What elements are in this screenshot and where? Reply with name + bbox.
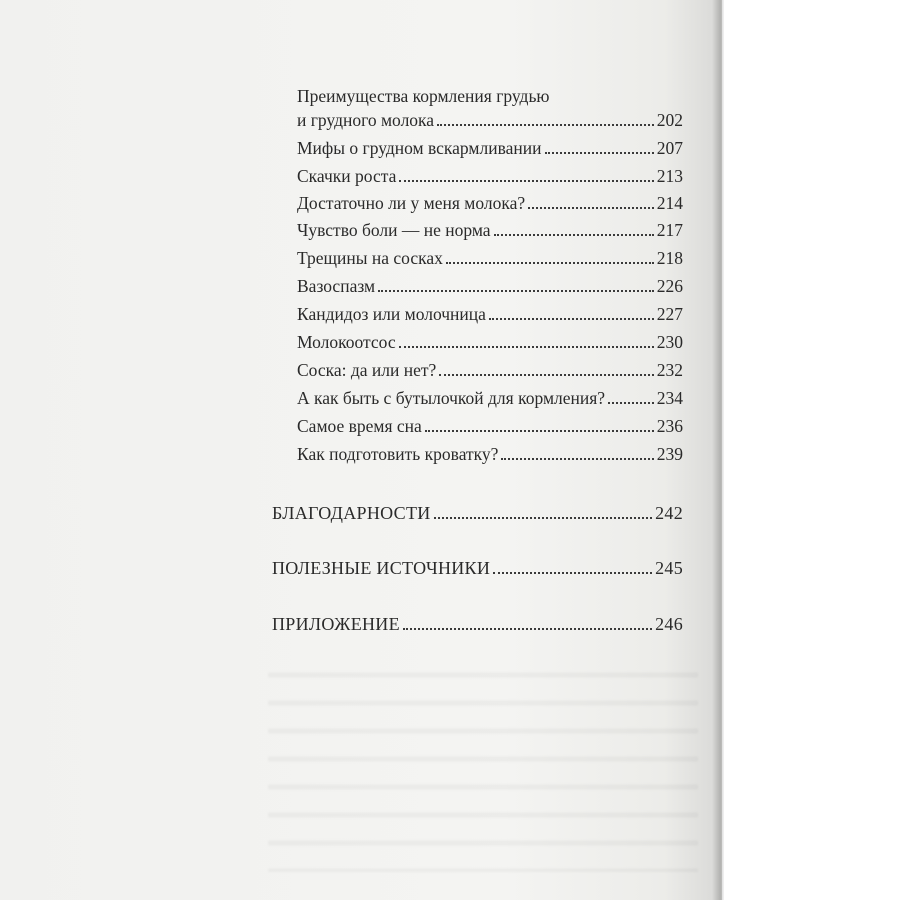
toc-entry [297,166,683,187]
toc-entry [297,304,683,325]
toc-section-page: 246 [655,614,683,634]
toc-entry-page: 230 [656,332,683,352]
toc-entry-title: А как быть с бутылочкой для кормления? [297,388,606,408]
dot-leader [501,457,653,460]
dot-leader [493,571,652,574]
toc-section [272,503,683,524]
toc-entry-page: 236 [656,416,683,436]
toc-section-page: 245 [655,558,683,578]
toc-entry [297,276,683,297]
toc-entry [297,388,683,409]
toc-section [272,614,683,635]
toc-section-title: БЛАГОДАРНОСТИ [272,503,431,523]
toc-section-title: ПОЛЕЗНЫЕ ИСТОЧНИКИ [272,558,491,578]
dot-leader [425,429,654,432]
dot-leader [489,317,654,320]
toc-entry-page: 232 [656,360,683,380]
toc-entry-title: Достаточно ли у меня молока? [297,193,526,213]
dot-leader [434,516,653,519]
toc-section-title: ПРИЛОЖЕНИЕ [272,614,400,634]
toc-section-page: 242 [655,503,683,523]
toc-entry-title-line1: Преимущества кормления грудью [297,86,550,106]
toc-entry [297,416,683,437]
dot-leader [528,206,654,209]
toc-entry-page: 218 [656,248,683,268]
toc-entry-page: 202 [656,110,683,130]
toc-entry-page: 227 [656,304,683,324]
dot-leader [494,233,654,236]
toc-entry-page: 234 [656,388,683,408]
dot-leader [439,373,653,376]
toc-entry-title: Скачки роста [297,166,397,186]
toc-entry-title: и грудного молока [297,110,435,130]
toc-entry-title: Чувство боли — не норма [297,220,491,240]
dot-leader [437,123,654,126]
toc-section [272,558,683,579]
toc-entry-page: 214 [656,193,683,213]
toc-entry [297,332,683,353]
toc-entry-title: Самое время сна [297,416,422,436]
toc-entry-title: Молокоотсос [297,332,396,352]
dot-leader [446,261,654,264]
dot-leader [399,179,653,182]
toc-entry [297,248,683,269]
toc-entry-page: 217 [656,220,683,240]
toc-entry-title: Как подготовить кроватку? [297,444,499,464]
dot-leader [399,345,654,348]
dot-leader [403,627,652,630]
dot-leader [545,151,654,154]
toc-entry-title: Кандидоз или молочница [297,304,486,324]
dot-leader [378,289,654,292]
toc-entry-page: 226 [656,276,683,296]
toc-entry-title: Мифы о грудном вскармливании [297,138,542,158]
toc-entry [297,360,683,381]
toc-entry-title: Трещины на сосках [297,248,443,268]
toc-entry-title: Вазоспазм [297,276,376,296]
toc-entry-page: 213 [656,166,683,186]
toc-entry [297,110,683,131]
toc-entry [297,444,683,465]
toc-entry-page: 239 [656,444,683,464]
toc-entry-page: 207 [656,138,683,158]
toc-entry [297,193,683,214]
toc-entry-title: Соска: да или нет? [297,360,437,380]
dot-leader [608,401,654,404]
toc-entry [297,220,683,241]
toc-entry [297,138,683,159]
